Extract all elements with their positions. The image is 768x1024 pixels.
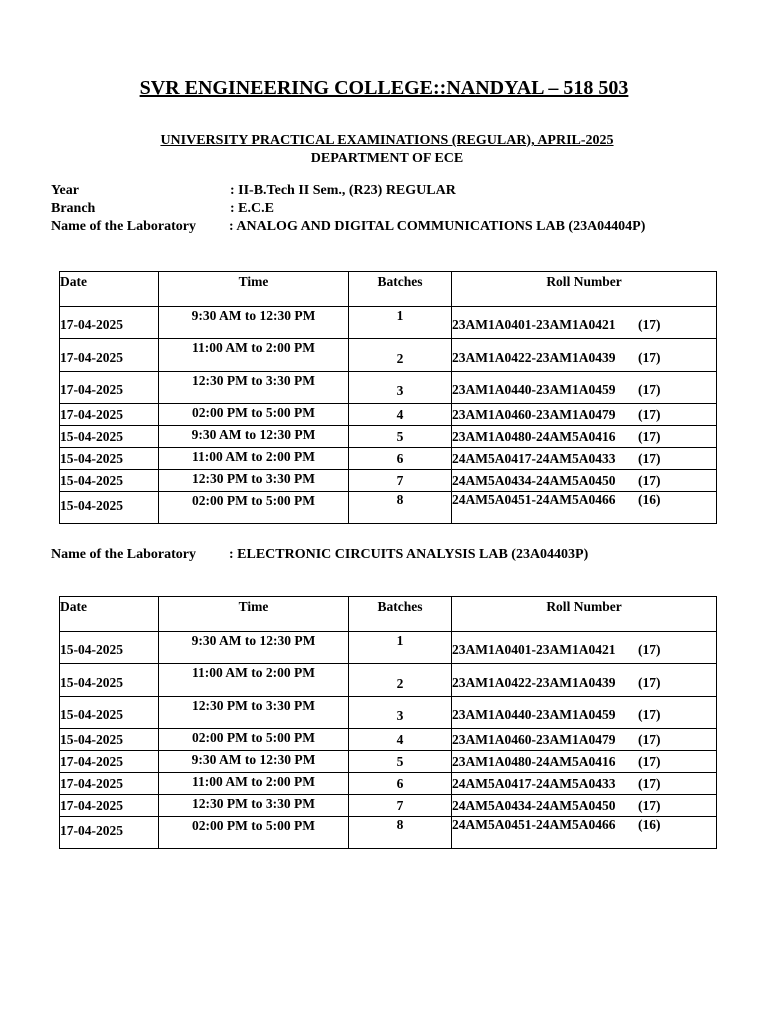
roll-cell: [452, 664, 717, 697]
student-count: (16): [638, 492, 661, 507]
col-batches-header: Batches: [349, 597, 452, 632]
exam-title: UNIVERSITY PRACTICAL EXAMINATIONS (REGULAR), APRIL-2025: [160, 133, 614, 148]
time-cell: 12:30 PM to 3:30 PM: [159, 795, 349, 817]
college-title: SVR ENGINEERING COLLEGE::NANDYAL – 518 503: [139, 77, 629, 99]
time-cell: 9:30 AM to 12:30 PM: [159, 751, 349, 773]
student-count: (17): [638, 776, 661, 791]
student-count: (16): [638, 817, 661, 832]
table-row: [60, 664, 717, 697]
roll-cell: [452, 426, 717, 448]
student-count: (17): [638, 707, 661, 722]
time-cell: 11:00 AM to 2:00 PM: [159, 664, 349, 697]
roll-range: 23AM1A0480-24AM5A0416: [452, 429, 616, 444]
date-cell: 17-04-2025: [60, 339, 159, 372]
time-cell: 9:30 AM to 12:30 PM: [159, 426, 349, 448]
roll-cell: [452, 492, 717, 524]
student-count: (17): [638, 473, 661, 488]
roll-range: 23AM1A0422-23AM1A0439: [452, 349, 616, 365]
table-row: [60, 448, 717, 470]
roll-cell: [452, 339, 717, 372]
col-roll-header: Roll Number: [452, 597, 717, 632]
roll-range: 24AM5A0417-24AM5A0433: [452, 451, 616, 466]
roll-range: 23AM1A0401-23AM1A0421: [452, 317, 616, 332]
time-cell: 9:30 AM to 12:30 PM: [159, 307, 349, 339]
col-date-header: Date: [60, 597, 159, 632]
col-roll-header: Roll Number: [452, 272, 717, 307]
batch-cell: 5: [349, 751, 452, 773]
batch-cell: 6: [349, 773, 452, 795]
date-cell: 15-04-2025: [60, 470, 159, 492]
batch-cell: 3: [349, 697, 452, 729]
branch-label: Branch: [51, 201, 96, 216]
student-count: (17): [638, 407, 661, 422]
time-cell: 11:00 AM to 2:00 PM: [159, 773, 349, 795]
batch-cell: 4: [349, 404, 452, 426]
batch-cell: 2: [349, 339, 452, 372]
table-header-row: [60, 597, 717, 632]
date-cell: 17-04-2025: [60, 817, 159, 849]
col-time-header: Time: [159, 272, 349, 307]
batch-cell: 8: [349, 817, 452, 849]
batch-cell: 7: [349, 795, 452, 817]
student-count: (17): [638, 429, 661, 444]
lab2-value: : ELECTRONIC CIRCUITS ANALYSIS LAB (23A04403P): [229, 547, 589, 562]
roll-range: 24AM5A0434-24AM5A0450: [452, 473, 616, 488]
roll-cell: [452, 773, 717, 795]
date-cell: 17-04-2025: [60, 307, 159, 339]
date-cell: 15-04-2025: [60, 492, 159, 524]
date-cell: 17-04-2025: [60, 372, 159, 404]
batch-cell: 4: [349, 729, 452, 751]
time-cell: 12:30 PM to 3:30 PM: [159, 372, 349, 404]
roll-cell: [452, 697, 717, 729]
roll-range: 24AM5A0451-24AM5A0466: [452, 817, 616, 832]
roll-cell: [452, 448, 717, 470]
roll-range: 23AM1A0440-23AM1A0459: [452, 707, 616, 722]
lab1-label: Name of the Laboratory: [51, 219, 197, 234]
batch-cell: 8: [349, 492, 452, 524]
roll-cell: [452, 307, 717, 339]
student-count: (17): [638, 382, 661, 397]
time-cell: 02:00 PM to 5:00 PM: [159, 817, 349, 849]
time-cell: 02:00 PM to 5:00 PM: [159, 729, 349, 751]
date-cell: 15-04-2025: [60, 729, 159, 751]
roll-range: 24AM5A0451-24AM5A0466: [452, 492, 616, 507]
table-row: [60, 795, 717, 817]
lab1-value: : ANALOG AND DIGITAL COMMUNICATIONS LAB (23A04404P): [229, 219, 646, 234]
lab2-label: Name of the Laboratory: [51, 547, 197, 562]
col-date-header: Date: [60, 272, 159, 307]
roll-cell: [452, 817, 717, 849]
student-count: (17): [638, 798, 661, 813]
roll-range: 23AM1A0422-23AM1A0439: [452, 674, 616, 690]
student-count: (17): [638, 674, 661, 690]
lab1-schedule-table: [59, 271, 717, 524]
roll-cell: [452, 729, 717, 751]
table-header-row: [60, 272, 717, 307]
table-row: [60, 372, 717, 404]
date-cell: 17-04-2025: [60, 404, 159, 426]
col-time-header: Time: [159, 597, 349, 632]
time-cell: 12:30 PM to 3:30 PM: [159, 697, 349, 729]
batch-cell: 5: [349, 426, 452, 448]
date-cell: 15-04-2025: [60, 426, 159, 448]
roll-cell: [452, 372, 717, 404]
roll-range: 23AM1A0440-23AM1A0459: [452, 382, 616, 397]
student-count: (17): [638, 451, 661, 466]
table-row: [60, 773, 717, 795]
student-count: (17): [638, 349, 661, 365]
branch-value: : E.C.E: [230, 201, 274, 216]
date-cell: 17-04-2025: [60, 773, 159, 795]
batch-cell: 6: [349, 448, 452, 470]
student-count: (17): [638, 317, 661, 332]
batch-cell: 3: [349, 372, 452, 404]
time-cell: 02:00 PM to 5:00 PM: [159, 404, 349, 426]
batch-cell: 1: [349, 632, 452, 664]
time-cell: 11:00 AM to 2:00 PM: [159, 339, 349, 372]
date-cell: 15-04-2025: [60, 697, 159, 729]
roll-cell: [452, 404, 717, 426]
roll-range: 24AM5A0434-24AM5A0450: [452, 798, 616, 813]
time-cell: 12:30 PM to 3:30 PM: [159, 470, 349, 492]
lab2-schedule-table: [59, 596, 717, 849]
batch-cell: 2: [349, 664, 452, 697]
table-row: [60, 339, 717, 372]
table-row: [60, 817, 717, 849]
table-row: [60, 697, 717, 729]
table-row: [60, 470, 717, 492]
table-row: [60, 632, 717, 664]
time-cell: 02:00 PM to 5:00 PM: [159, 492, 349, 524]
batch-cell: 1: [349, 307, 452, 339]
date-cell: 17-04-2025: [60, 751, 159, 773]
table-row: [60, 307, 717, 339]
table-row: [60, 492, 717, 524]
batch-cell: 7: [349, 470, 452, 492]
student-count: (17): [638, 642, 661, 657]
year-label: Year: [51, 183, 79, 198]
table-row: [60, 751, 717, 773]
department-title: DEPARTMENT OF ECE: [310, 151, 464, 166]
roll-range: 23AM1A0460-23AM1A0479: [452, 732, 616, 747]
date-cell: 15-04-2025: [60, 448, 159, 470]
date-cell: 15-04-2025: [60, 664, 159, 697]
time-cell: 11:00 AM to 2:00 PM: [159, 448, 349, 470]
year-value: : II-B.Tech II Sem., (R23) REGULAR: [230, 183, 456, 198]
roll-range: 24AM5A0417-24AM5A0433: [452, 776, 616, 791]
roll-cell: [452, 632, 717, 664]
roll-cell: [452, 751, 717, 773]
table-row: [60, 426, 717, 448]
date-cell: 17-04-2025: [60, 795, 159, 817]
student-count: (17): [638, 732, 661, 747]
roll-cell: [452, 795, 717, 817]
table-row: [60, 404, 717, 426]
date-cell: 15-04-2025: [60, 632, 159, 664]
col-batches-header: Batches: [349, 272, 452, 307]
time-cell: 9:30 AM to 12:30 PM: [159, 632, 349, 664]
roll-range: 23AM1A0401-23AM1A0421: [452, 642, 616, 657]
roll-range: 23AM1A0460-23AM1A0479: [452, 407, 616, 422]
table-row: [60, 729, 717, 751]
roll-cell: [452, 470, 717, 492]
roll-range: 23AM1A0480-24AM5A0416: [452, 754, 616, 769]
student-count: (17): [638, 754, 661, 769]
